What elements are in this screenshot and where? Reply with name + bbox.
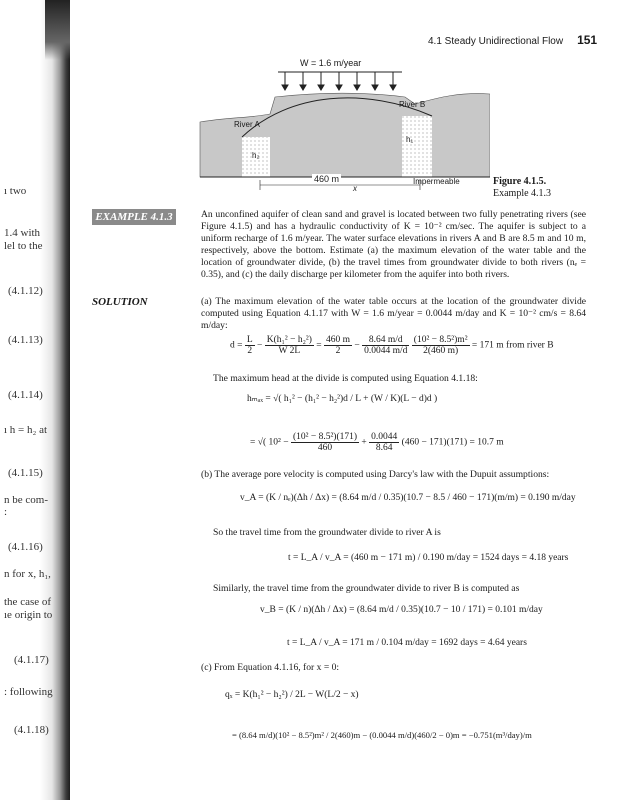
left-fragment: n for x, h₁, — [4, 568, 51, 580]
caption-title: Figure 4.1.5. — [493, 176, 547, 187]
equation-d: d = $\frac{L}{2}$ − $\frac{\text{K(h₁² − h₂²)}}{W 2L}$ = $\frac{460 m}{2}$ − $\frac{8.64 m/d}{0.0044 m/d}$ $\frac{\text{(10² − 8.5²)m²}}{2(460 m)}$ = 171 m from river B — [230, 335, 554, 356]
example-text: An unconfined aquifer of clean sand and gravel is located between two fully penetrating rivers (see Figure 4.1.5) and has a hydraulic conductivity of K = 10⁻² cm/sec. The aquifer is subject to a uniform recharge of 1.6 m/year. The water surface elevations in rivers A and B are 8.5 m and 10 m, respectively, above the bottom. Estimate (a) the maximum elevation of the water table and the location of groundwater divide, (b) the travel times from groundwater divide to both rivers (nₑ = 0.35), and (c) the daily discharge per kilometer from the aquifer into both rivers. — [201, 209, 586, 280]
left-fragment: ıe origin to — [4, 609, 53, 621]
caption-sub: Example 4.1.3 — [493, 188, 552, 199]
equation-tb: t = L_A / v_A = 171 m / 0.104 m/day = 1692 days = 4.64 years — [287, 638, 527, 648]
part-c-text: (c) From Equation 4.1.16, for x = 0: — [201, 662, 340, 673]
fraction: $\frac{8.64 m/d}{0.0044 m/d}$ — [364, 335, 408, 356]
fraction: $\frac{460 m}{2}$ — [326, 335, 351, 356]
example-tag: EXAMPLE 4.1.3 — [92, 209, 176, 225]
fraction: $\frac{L}{2}$ — [246, 335, 253, 356]
equation-qx-value: = (8.64 m/d)(10² − 8.5²)m² / 2(460)m − (0.0044 m/d)(460/2 − 0)m = −0.751(m³/day)/m — [232, 730, 532, 740]
part-a-text: (a) The maximum elevation of the water table occurs at the location of the groundwater divide computed using Equation 4.1.17 with W = 1.6 m/year = 0.0044 m/day and K = 10⁻² cm/s = 8.64 m/day: — [201, 296, 586, 331]
left-fragment: : following — [4, 686, 53, 698]
equation-ta: t = L_A / v_A = (460 m − 171 m) / 0.190 m/day = 1524 days = 4.18 years — [288, 553, 569, 563]
x-axis-label: x — [353, 184, 357, 193]
left-fragment: ı h = h₂ at — [4, 424, 48, 436]
left-equation-number: (4.1.18) — [14, 724, 49, 736]
fraction: $\frac{\text{(10² − 8.5²)(171)}}{460}$ — [292, 432, 358, 453]
solution-tag: SOLUTION — [92, 296, 148, 308]
running-header — [428, 33, 597, 47]
book-spine-corner — [45, 0, 70, 60]
river-b-dots — [402, 116, 432, 177]
left-fragment: 1.4 with — [4, 227, 41, 239]
left-equation-number: (4.1.15) — [8, 467, 43, 479]
max-head-text: The maximum head at the divide is computed using Equation 4.1.18: — [213, 373, 478, 384]
part-b-text: (b) The average pore velocity is computed using Darcy's law with the Dupuit assumptions: — [201, 469, 550, 480]
h2-label: h₂ — [252, 151, 260, 160]
equation-qx: qₓ = K(h₁² − h₂²) / 2L − W(L/2 − x) — [225, 690, 359, 700]
recharge-arrows — [282, 72, 396, 90]
h1-label: h₁ — [406, 135, 414, 144]
page-number: 151 — [577, 33, 598, 47]
fraction: $\frac{\text{K(h₁² − h₂²)}}{W 2L}$ — [266, 335, 312, 356]
left-equation-number: (4.1.14) — [8, 389, 43, 401]
figure-caption — [493, 176, 551, 200]
equation-va: v_A = (K / nₑ)(Δh / Δx) = (8.64 m/d / 0.35)(10.7 − 8.5 / 460 − 171)(m/m) = 0.190 m/day — [240, 493, 576, 503]
left-equation-number: (4.1.13) — [8, 334, 43, 346]
travel-a-text: So the travel time from the groundwater divide to river A is — [213, 527, 441, 538]
left-fragment: the case of — [4, 596, 52, 608]
fraction: $\frac{\text{(10² − 8.5²)m²}}{2(460 m)}$ — [413, 335, 468, 356]
fraction: $\frac{0.0044}{8.64}$ — [371, 432, 398, 453]
recharge-label: W = 1.6 m/year — [300, 58, 362, 68]
left-equation-number: (4.1.17) — [14, 654, 49, 666]
left-equation-number: (4.1.12) — [8, 285, 43, 297]
impermeable-label: Impermeable — [413, 177, 460, 186]
width-label: 460 m — [314, 174, 340, 184]
equation-vb: v_B = (K / n)(Δh / Δx) = (8.64 m/d / 0.35)(10.7 − 10 / 171) = 0.101 m/day — [260, 605, 543, 615]
left-equation-number: (4.1.16) — [8, 541, 43, 553]
river-a-label: River A — [234, 120, 260, 129]
left-fragment: ı two — [4, 185, 27, 197]
left-fragment: n be com- — [4, 494, 48, 506]
equation-hmax-numeric: = √( 10² − $\frac{\text{(10² − 8.5²)(171)}}{460}$ + $\frac{0.0044}{8.64}$ (460 − 171)(171) = 10.7 m — [250, 432, 504, 453]
left-fragment: : — [4, 506, 8, 518]
equation-hmax: hₘₐₓ = √( h₁² − (h₁² − h₂²)d / L + (W / K)(L − d)d ) — [247, 394, 438, 404]
section-title: 4.1 Steady Unidirectional Flow — [428, 36, 564, 47]
travel-b-text: Similarly, the travel time from the groundwater divide to river B is computed as — [213, 583, 520, 594]
left-fragment: lel to the — [4, 240, 43, 252]
river-b-label: River B — [399, 100, 426, 109]
